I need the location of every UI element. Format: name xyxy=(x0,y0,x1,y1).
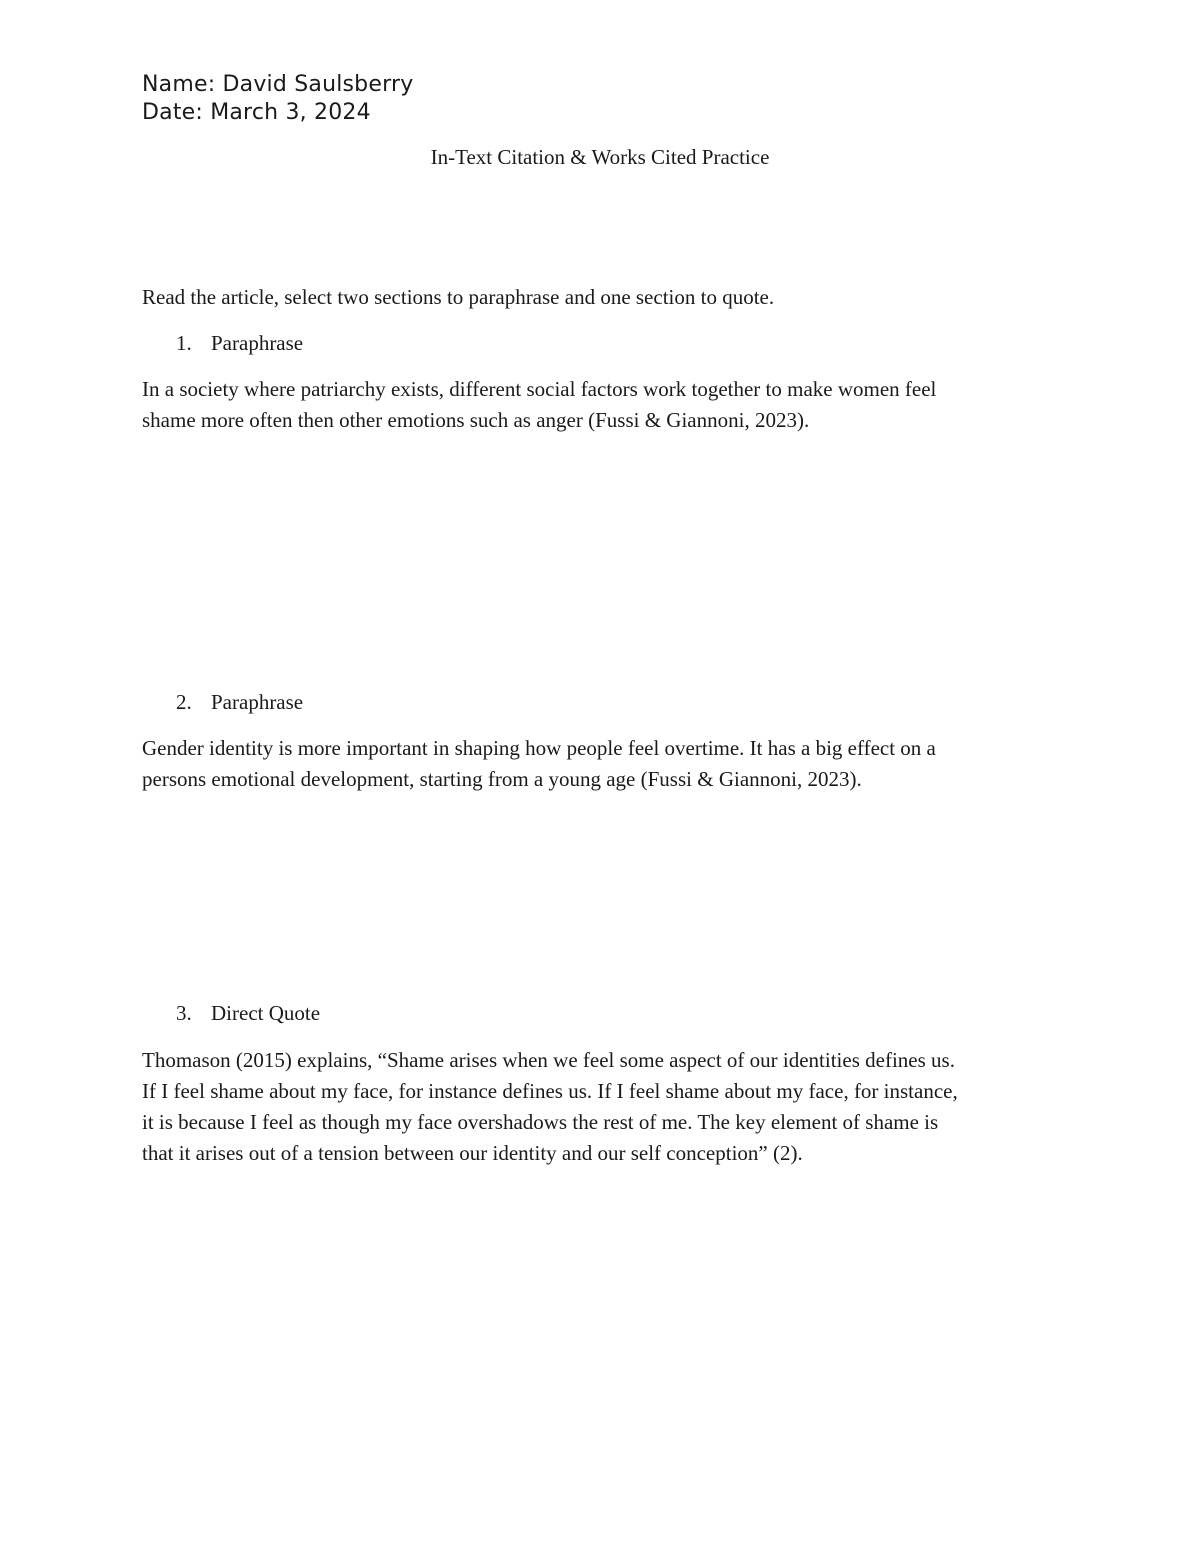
paragraph-line: In a society where patriarchy exists, different social factors work together to make women feel xyxy=(142,377,937,401)
section-1-heading xyxy=(176,328,303,359)
section-3-paragraph xyxy=(142,1045,1062,1169)
paragraph-line: shame more often then other emotions such as anger (Fussi & Giannoni, 2023). xyxy=(142,408,810,432)
paragraph-line: it is because I feel as though my face overshadows the rest of me. The key element of shame is xyxy=(142,1110,939,1134)
student-name: Name: David Saulsberry xyxy=(142,72,414,97)
section-3-label: Direct Quote xyxy=(211,1001,321,1025)
section-2-heading xyxy=(176,687,303,718)
section-3-number: 3. xyxy=(176,1001,192,1025)
paragraph-line: that it arises out of a tension between our identity and our self conception” (2). xyxy=(142,1141,803,1165)
paragraph-line: If I feel shame about my face, for instance defines us. If I feel shame about my face, for instance, xyxy=(142,1079,958,1103)
section-1-number: 1. xyxy=(176,331,192,355)
section-1-paragraph xyxy=(142,374,1062,436)
document-title: In-Text Citation & Works Cited Practice xyxy=(430,145,770,169)
assignment-date: Date: March 3, 2024 xyxy=(142,100,371,125)
section-2-paragraph xyxy=(142,733,1062,795)
paragraph-line: Thomason (2015) explains, “Shame arises when we feel some aspect of our identities defines us. xyxy=(142,1048,955,1072)
section-3-heading xyxy=(176,998,320,1029)
paragraph-line: persons emotional development, starting from a young age (Fussi & Giannoni, 2023). xyxy=(142,767,862,791)
section-2-number: 2. xyxy=(176,690,192,714)
section-2-label: Paraphrase xyxy=(211,690,304,714)
section-1-label: Paraphrase xyxy=(211,331,304,355)
instructions-text: Read the article, select two sections to paraphrase and one section to quote. xyxy=(142,285,775,309)
paragraph-line: Gender identity is more important in shaping how people feel overtime. It has a big effect on a xyxy=(142,736,936,760)
